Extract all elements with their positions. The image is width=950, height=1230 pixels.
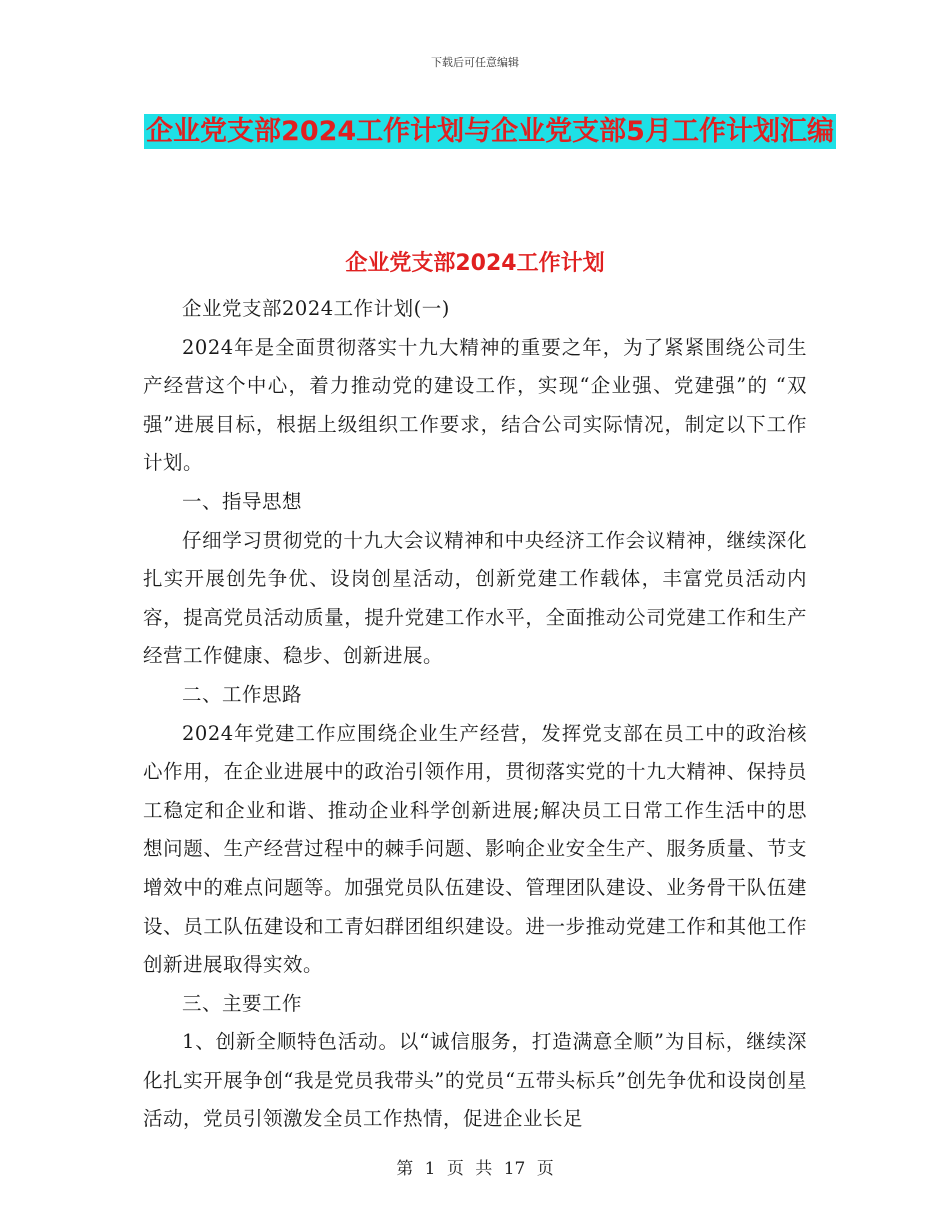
- header-note: 下载后可任意编辑: [431, 56, 519, 69]
- main-title-highlight: 企业党支部2024工作计划与企业党支部5月工作计划汇编: [146, 116, 834, 147]
- paragraph-guiding-thought: 仔细学习贯彻党的十九大会议精神和中央经济工作会议精神，继续深化扎实开展创先争优、设岗创星活动，创新党建工作载体，丰富党员活动内容，提高党员活动质量，提升党建工作水平，全面推动公司党建工作和生产经营工作健康、稳步、创新进展。: [143, 528, 807, 668]
- heading-main-work: 三、主要工作: [182, 991, 303, 1015]
- paragraph-plan-heading: 企业党支部2024工作计划(一): [182, 297, 450, 320]
- heading-work-approach: 二、工作思路: [182, 682, 303, 706]
- paragraph-main-work-1: 1、创新全顺特色活动。以“诚信服务，打造满意全顺”为目标，继续深化扎实开展争创“我是党员我带头”的党员“五带头标兵”创先争优和设岗创星活动，党员引领激发全员工作热情，促进企业长足: [143, 1030, 807, 1131]
- paragraph-intro: 2024年是全面贯彻落实十九大精神的重要之年，为了紧紧围绕公司生产经营这个中心，着力推动党的建设工作，实现“企业强、党建强”的 “双强”进展目标，根据上级组织工作要求，结合公司实际情况，制定以下工作计划。: [143, 335, 807, 475]
- document-main-title: [140, 108, 840, 156]
- document-body: [143, 290, 807, 1139]
- section-title: 企业党支部2024工作计划: [345, 251, 605, 276]
- page-footer: 第 1 页 共 17 页: [396, 1159, 554, 1179]
- heading-guiding-thought: 一、指导思想: [182, 489, 303, 513]
- paragraph-work-approach: 2024年党建工作应围绕企业生产经营，发挥党支部在员工中的政治核心作用，在企业进展中的政治引领作用，贯彻落实党的十九大精神、保持员工稳定和企业和谐、推动企业科学创新进展;解决员工日常工作生活中的思想问题、生产经营过程中的棘手问题、影响企业安全生产、服务质量、节支增效中的难点问题等。加强党员队伍建设、管理团队建设、业务骨干队伍建设、员工队伍建设和工青妇群团组织建设。进一步推动党建工作和其他工作创新进展取得实效。: [143, 721, 807, 977]
